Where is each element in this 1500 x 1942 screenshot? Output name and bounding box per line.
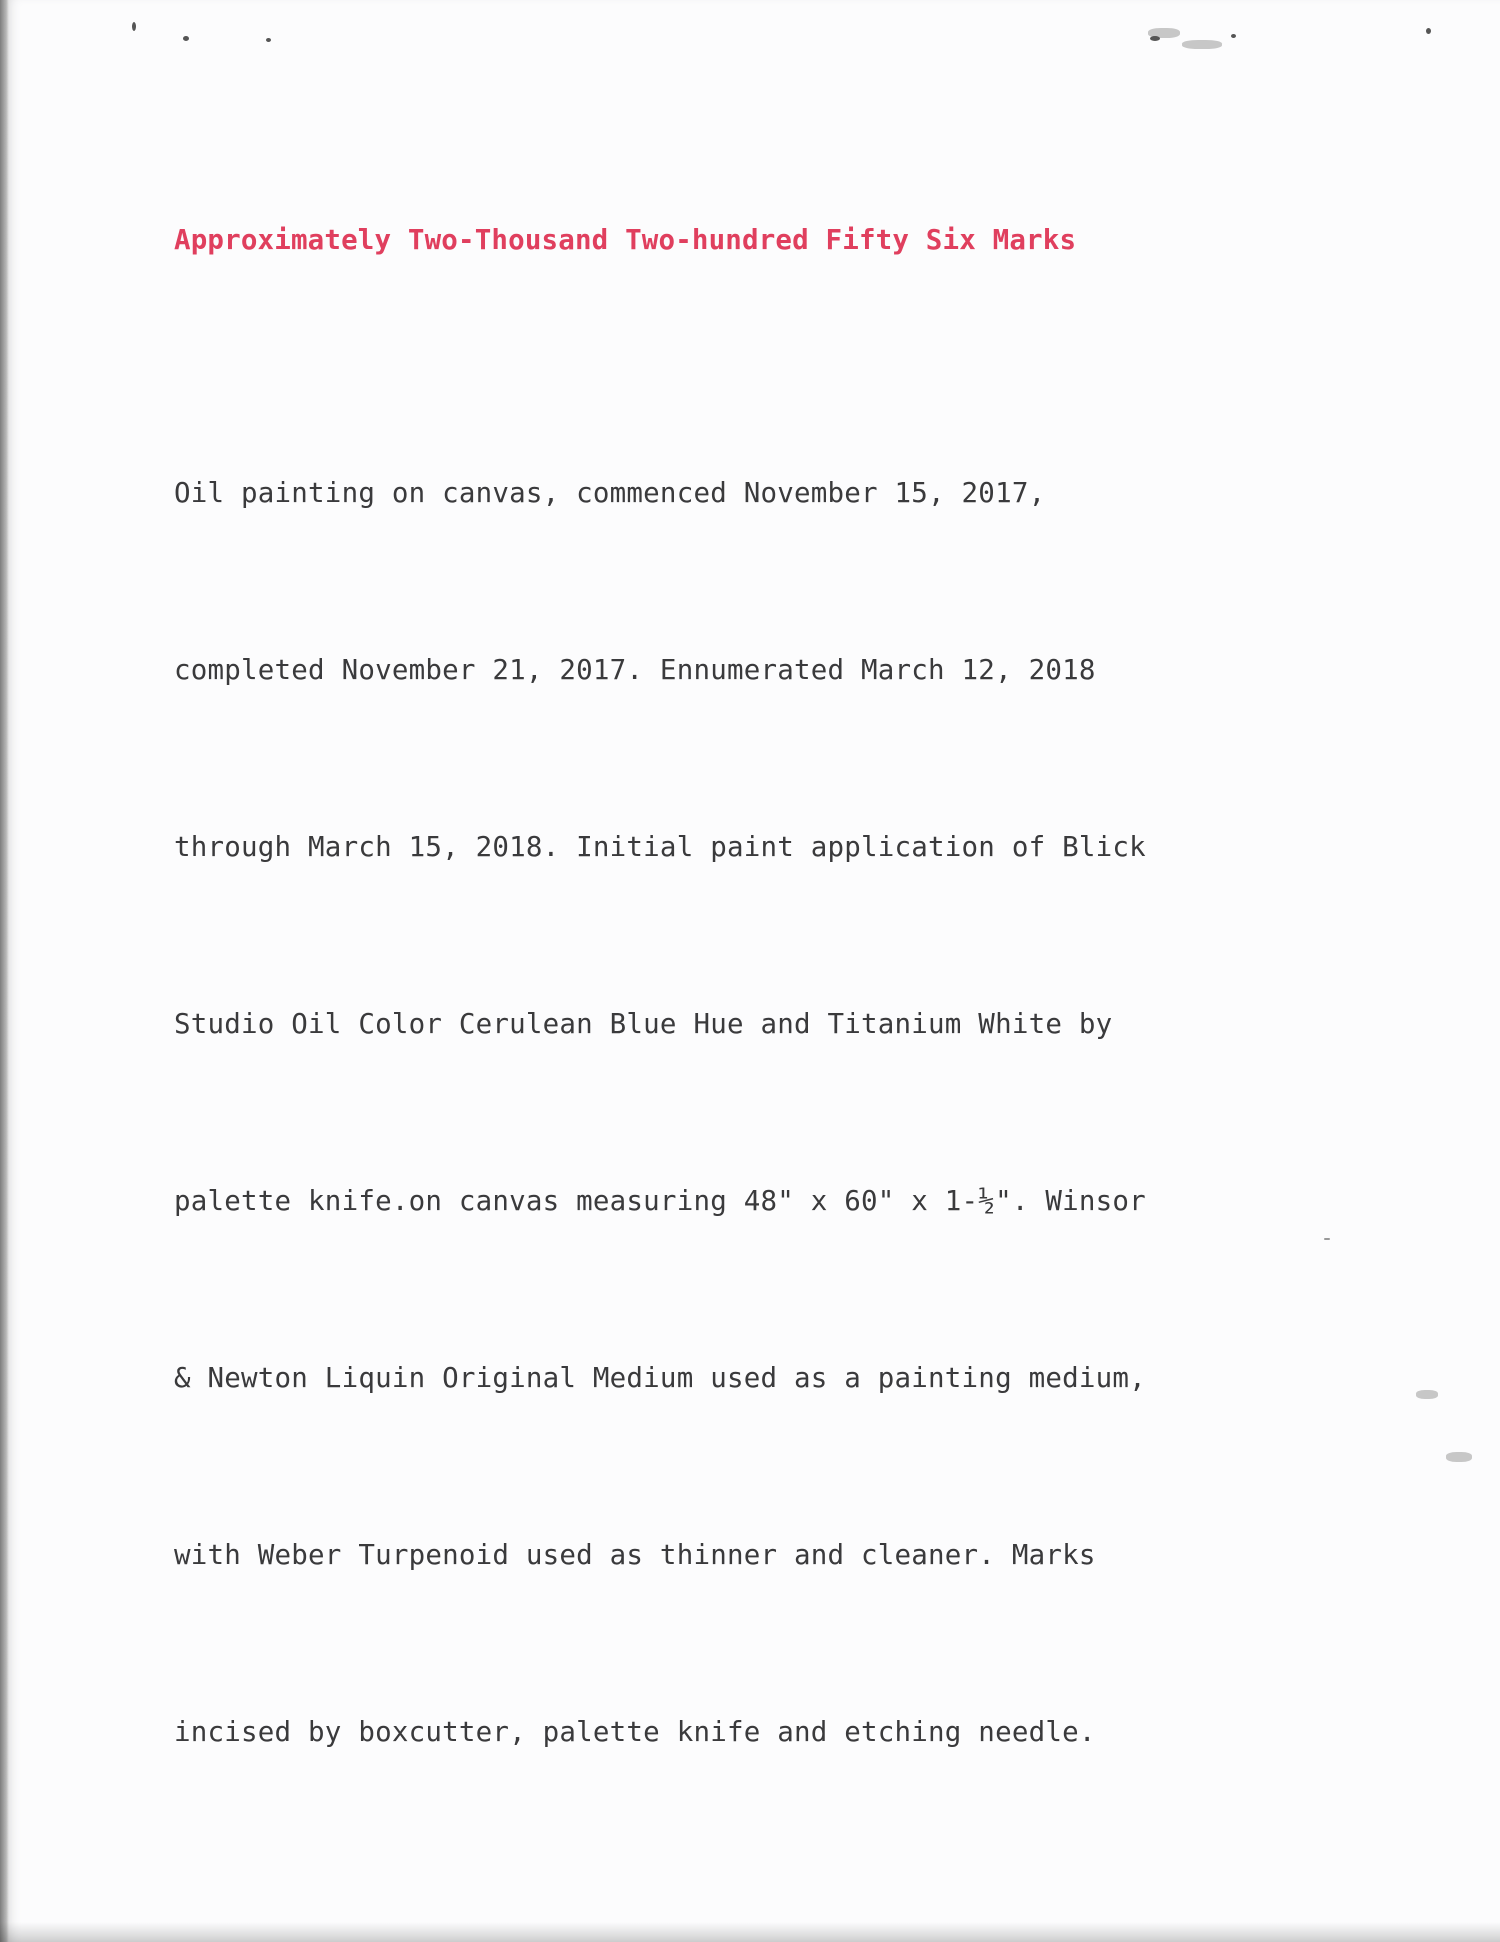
document-body xyxy=(174,346,1146,1880)
body-line: through March 15, 2018. Initial paint application of Blick xyxy=(174,831,1146,863)
ink-speck xyxy=(1150,36,1160,41)
staple-mark xyxy=(1182,40,1222,49)
paper-edge-shadow xyxy=(0,0,9,1942)
ink-speck xyxy=(1231,34,1236,38)
body-line: & Newton Liquin Original Medium used as a painting medium, xyxy=(174,1362,1146,1394)
body-line: incised by boxcutter, palette knife and etching needle. xyxy=(174,1716,1096,1748)
bottom-edge-shadow xyxy=(0,1922,1500,1942)
ink-speck xyxy=(1426,28,1431,34)
body-line: Oil painting on canvas, commenced November 15, 2017, xyxy=(174,477,1046,509)
ink-speck xyxy=(183,36,189,41)
staple-mark xyxy=(1446,1452,1472,1462)
body-line: with Weber Turpenoid used as thinner and cleaner. Marks xyxy=(174,1539,1096,1571)
ink-speck xyxy=(1324,1238,1330,1240)
body-line: Studio Oil Color Cerulean Blue Hue and Titanium White by xyxy=(174,1008,1113,1040)
body-line: completed November 21, 2017. Ennumerated March 12, 2018 xyxy=(174,654,1096,686)
ink-speck xyxy=(132,22,136,31)
ink-speck xyxy=(266,38,271,42)
document-title: Approximately Two-Thousand Two-hundred Fifty Six Marks xyxy=(174,224,1077,256)
body-line: palette knife.on canvas measuring 48" x 60" x 1-½". Winsor xyxy=(174,1185,1146,1217)
staple-mark xyxy=(1416,1390,1438,1399)
